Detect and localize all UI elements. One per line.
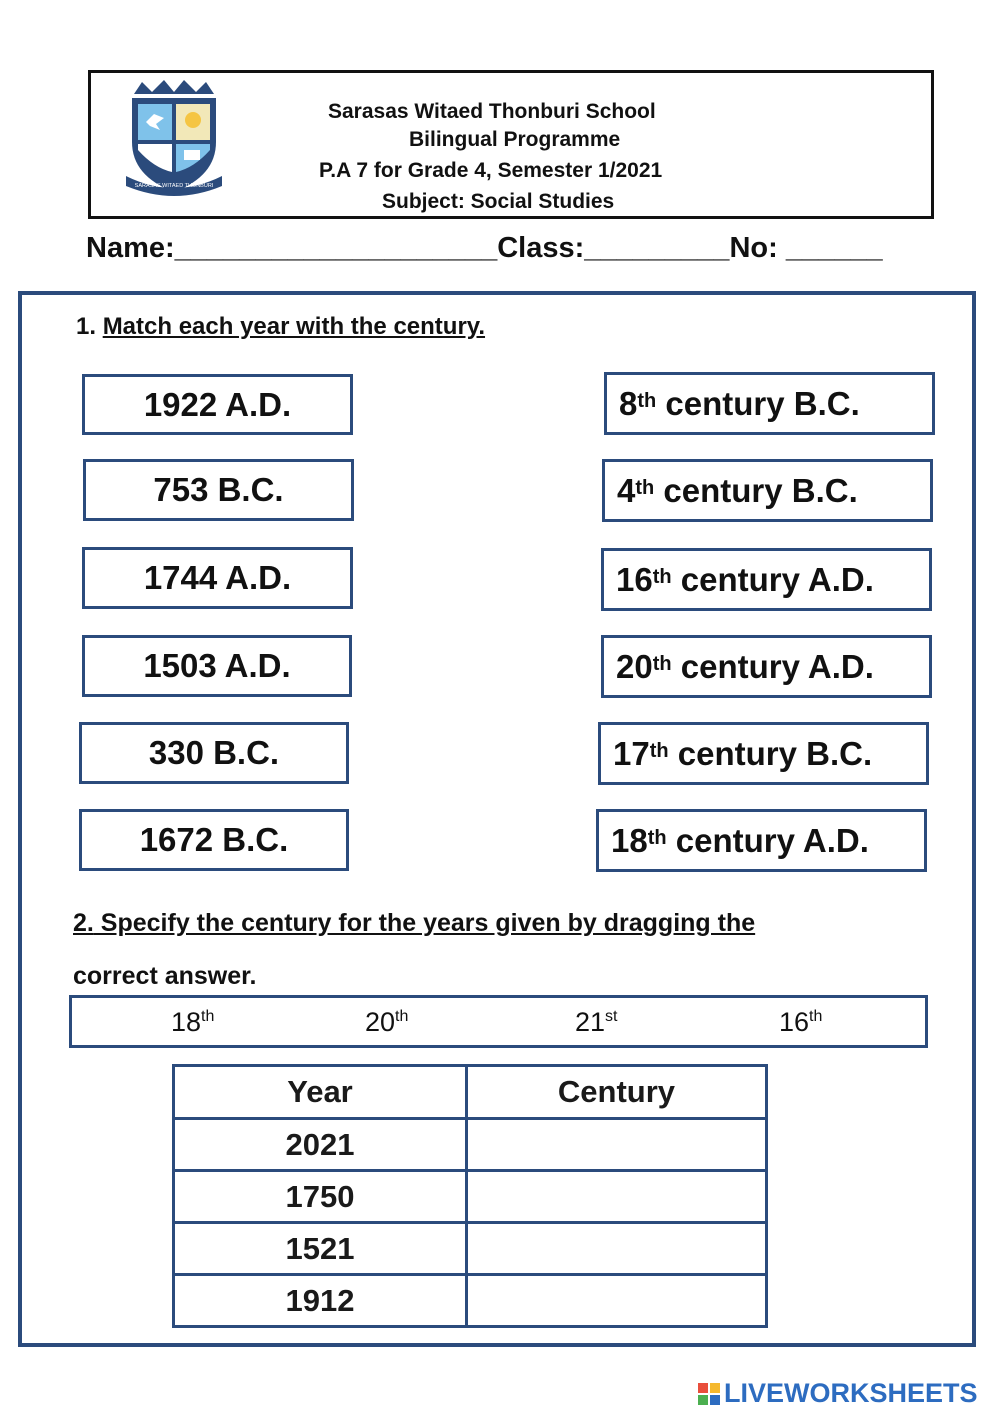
century-number: 17 xyxy=(613,734,650,772)
century-text: century A.D. xyxy=(671,560,874,598)
century-number: 4 xyxy=(617,471,636,509)
century-number: 16 xyxy=(616,560,653,598)
year-label: 1922 A.D. xyxy=(143,385,292,423)
century-box[interactable] xyxy=(598,722,929,785)
question2-line2: correct answer. xyxy=(73,962,257,990)
table-row xyxy=(174,1119,767,1171)
century-text: century A.D. xyxy=(671,647,874,685)
century-suffix: th xyxy=(647,827,667,849)
year-label: 1672 B.C. xyxy=(139,821,289,858)
answer-number: 18 xyxy=(171,1007,202,1037)
school-crest-icon xyxy=(120,80,228,198)
programme-name: Bilingual Programme xyxy=(409,128,621,151)
year-box[interactable] xyxy=(79,722,349,784)
century-suffix: th xyxy=(652,566,672,588)
year-cell: 1521 xyxy=(174,1223,467,1275)
century-drop-cell[interactable] xyxy=(467,1275,767,1327)
year-box[interactable] xyxy=(82,635,352,697)
year-cell: 1912 xyxy=(174,1275,467,1327)
century-number: 18 xyxy=(611,821,648,859)
question2-number: 2. xyxy=(73,909,94,937)
question2-title xyxy=(73,897,926,1003)
school-name: Sarasas Witaed Thonburi School xyxy=(328,100,656,123)
table-row xyxy=(174,1275,767,1327)
year-cell: 1750 xyxy=(174,1171,467,1223)
answer-number: 21 xyxy=(575,1007,606,1037)
year-cell: 2021 xyxy=(174,1119,467,1171)
assessment-line: P.A 7 for Grade 4, Semester 1/2021 xyxy=(319,159,663,182)
crest-motto-text: SARASAS WITAED THONBURI xyxy=(134,183,214,189)
century-box[interactable] xyxy=(601,548,932,611)
logo-text: LIVEWORKSHEETS xyxy=(724,1378,978,1408)
answer-suffix: th xyxy=(395,1008,409,1025)
answer-suffix: st xyxy=(605,1008,618,1025)
century-suffix: th xyxy=(649,740,669,762)
century-drop-cell[interactable] xyxy=(467,1119,767,1171)
class-label: Class: xyxy=(497,232,585,264)
century-number: 20 xyxy=(616,647,653,685)
century-box[interactable] xyxy=(604,372,935,435)
year-label: 1503 A.D. xyxy=(143,647,291,684)
century-number: 8 xyxy=(619,384,638,422)
answer-number: 20 xyxy=(365,1007,396,1037)
question2-line1: Specify the century for the years given by dragging the xyxy=(93,909,756,937)
year-label: 330 B.C. xyxy=(148,734,280,771)
century-text: century A.D. xyxy=(666,821,869,859)
century-box[interactable] xyxy=(596,809,927,872)
century-box[interactable] xyxy=(601,635,932,698)
name-blank[interactable]: ____________________ xyxy=(174,232,498,264)
answer-chip[interactable] xyxy=(365,1007,408,1038)
year-label: 1744 A.D. xyxy=(143,559,292,596)
century-drop-cell[interactable] xyxy=(467,1223,767,1275)
liveworksheets-logo[interactable] xyxy=(698,1378,978,1409)
no-label: No: xyxy=(729,232,778,264)
century-text: century B.C. xyxy=(668,734,873,772)
answer-chip[interactable] xyxy=(779,1007,822,1038)
answer-chip[interactable] xyxy=(575,1007,618,1038)
year-label: 753 B.C. xyxy=(153,471,284,508)
table-row xyxy=(174,1171,767,1223)
century-box[interactable] xyxy=(602,459,933,522)
liveworksheets-mark-icon xyxy=(698,1383,720,1405)
student-info-row xyxy=(86,232,883,265)
century-suffix: th xyxy=(635,477,655,499)
year-box[interactable] xyxy=(83,459,354,521)
year-box[interactable] xyxy=(82,547,353,609)
answer-number: 16 xyxy=(779,1007,810,1037)
century-suffix: th xyxy=(652,653,672,675)
question1-text: Match each year with the century. xyxy=(102,313,486,340)
century-header: Century xyxy=(467,1066,767,1119)
table-row xyxy=(174,1223,767,1275)
century-drop-cell[interactable] xyxy=(467,1171,767,1223)
name-label: Name: xyxy=(86,232,175,264)
century-suffix: th xyxy=(637,390,657,412)
century-table xyxy=(172,1064,768,1328)
year-box[interactable] xyxy=(82,374,353,435)
subject-line: Subject: Social Studies xyxy=(382,190,615,213)
no-blank[interactable]: ______ xyxy=(785,232,883,264)
century-text: century B.C. xyxy=(654,471,858,509)
century-text: century B.C. xyxy=(656,384,860,422)
question1-title xyxy=(76,313,485,341)
year-box[interactable] xyxy=(79,809,349,871)
year-header: Year xyxy=(174,1066,467,1119)
class-blank[interactable]: _________ xyxy=(584,232,730,264)
answer-chip[interactable] xyxy=(171,1007,214,1038)
table-header-row xyxy=(174,1066,767,1119)
answer-suffix: th xyxy=(201,1008,215,1025)
answer-suffix: th xyxy=(809,1008,823,1025)
question1-number: 1. xyxy=(76,313,97,340)
